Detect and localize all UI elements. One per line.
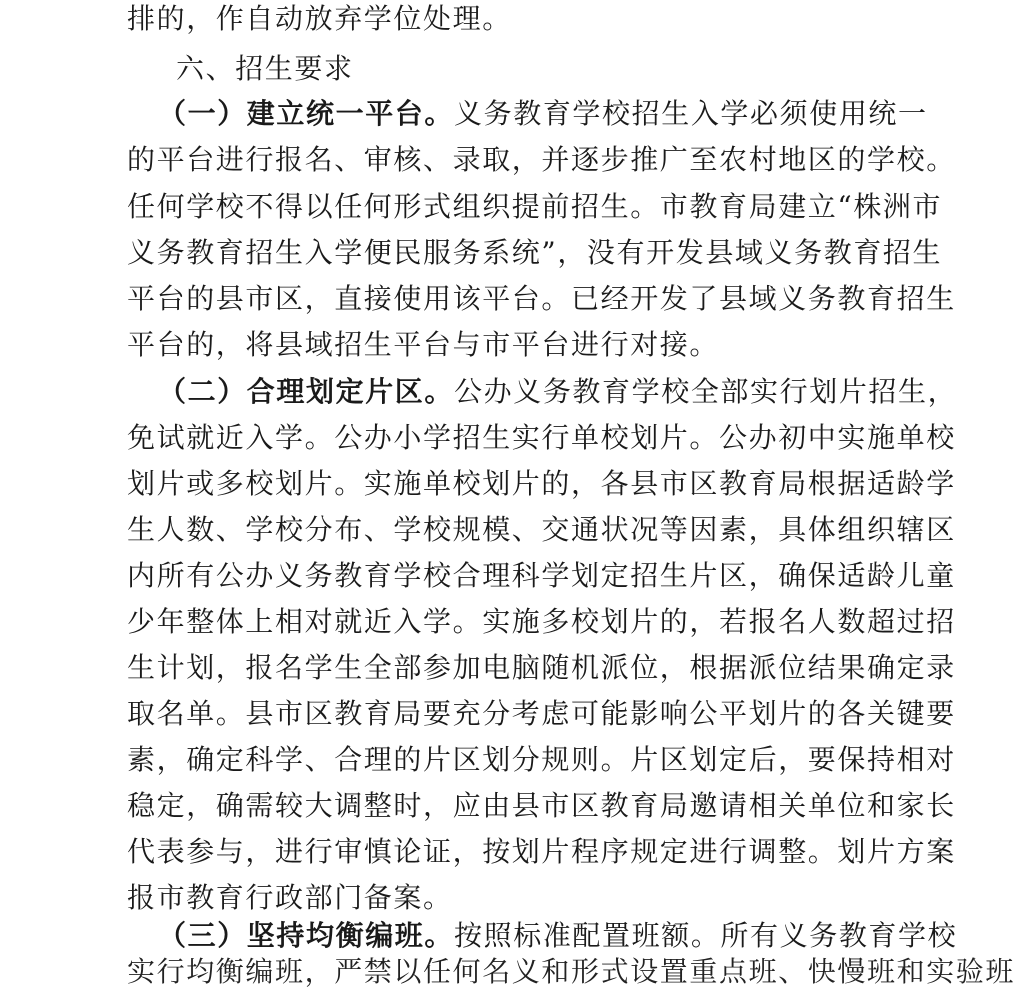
text-line: 报市教育行政部门备案。 bbox=[127, 881, 453, 914]
text-line: 取名单。县市区教育局要充分考虑可能影响公平划片的各关键要 bbox=[127, 697, 956, 730]
text-line: 划片或多校划片。实施单校划片的，各县市区教育局根据适龄学 bbox=[127, 467, 956, 500]
text-line-partial: 实行均衡编班，严禁以任何名义和形式设置重点班、快慢班和实验班 bbox=[127, 955, 1015, 988]
paragraph-first-line bbox=[158, 97, 928, 131]
text-line: 免试就近入学。公办小学招生实行单校划片。公办初中实施单校 bbox=[127, 421, 956, 454]
cut-off-line bbox=[127, 955, 1015, 988]
paragraph-first-line bbox=[158, 375, 958, 409]
text-span: 按照标准配置班额。所有义务教育学校 bbox=[454, 919, 958, 952]
text-line: 素，确定科学、合理的片区划分规则。片区划定后，要保持相对 bbox=[127, 743, 956, 776]
paragraph-title: （一）建立统一平台。 bbox=[158, 97, 455, 130]
text-line: 代表参与，进行审慎论证，按划片程序规定进行调整。划片方案 bbox=[127, 835, 956, 868]
section-heading: 六、招生要求 bbox=[176, 52, 354, 85]
text-line: 的平台进行报名、审核、录取，并逐步推广至农村地区的学校。 bbox=[127, 143, 956, 176]
paragraph-first-line bbox=[158, 919, 958, 953]
text-line: 义务教育招生入学便民服务系统”，没有开发县域义务教育招生 bbox=[127, 236, 943, 269]
text-line: 少年整体上相对就近入学。实施多校划片的，若报名人数超过招 bbox=[127, 605, 956, 638]
text-line: 生计划，报名学生全部参加电脑随机派位，根据派位结果确定录 bbox=[127, 651, 956, 684]
text-span: 公办义务教育学校全部实行划片招生， bbox=[454, 375, 958, 408]
paragraph-title: （二）合理划定片区。 bbox=[158, 375, 455, 408]
text-line: 任何学校不得以任何形式组织提前招生。市教育局建立“株洲市 bbox=[127, 190, 943, 223]
text-line: 稳定，确需较大调整时，应由县市区教育局邀请相关单位和家长 bbox=[127, 789, 956, 822]
paragraph-title: （三）坚持均衡编班。 bbox=[158, 919, 455, 952]
text-line: 平台的，将县域招生平台与市平台进行对接。 bbox=[127, 328, 720, 361]
text-line: 生人数、学校分布、学校规模、交通状况等因素，具体组织辖区 bbox=[127, 513, 956, 546]
text-line: 平台的县市区，直接使用该平台。已经开发了县域义务教育招生 bbox=[127, 282, 956, 315]
text-span: 义务教育学校招生入学必须使用统一 bbox=[454, 97, 928, 130]
text-line: 内所有公办义务教育学校合理科学划定招生片区，确保适龄儿童 bbox=[127, 559, 956, 592]
text-line: 排的，作自动放弃学位处理。 bbox=[127, 2, 512, 35]
